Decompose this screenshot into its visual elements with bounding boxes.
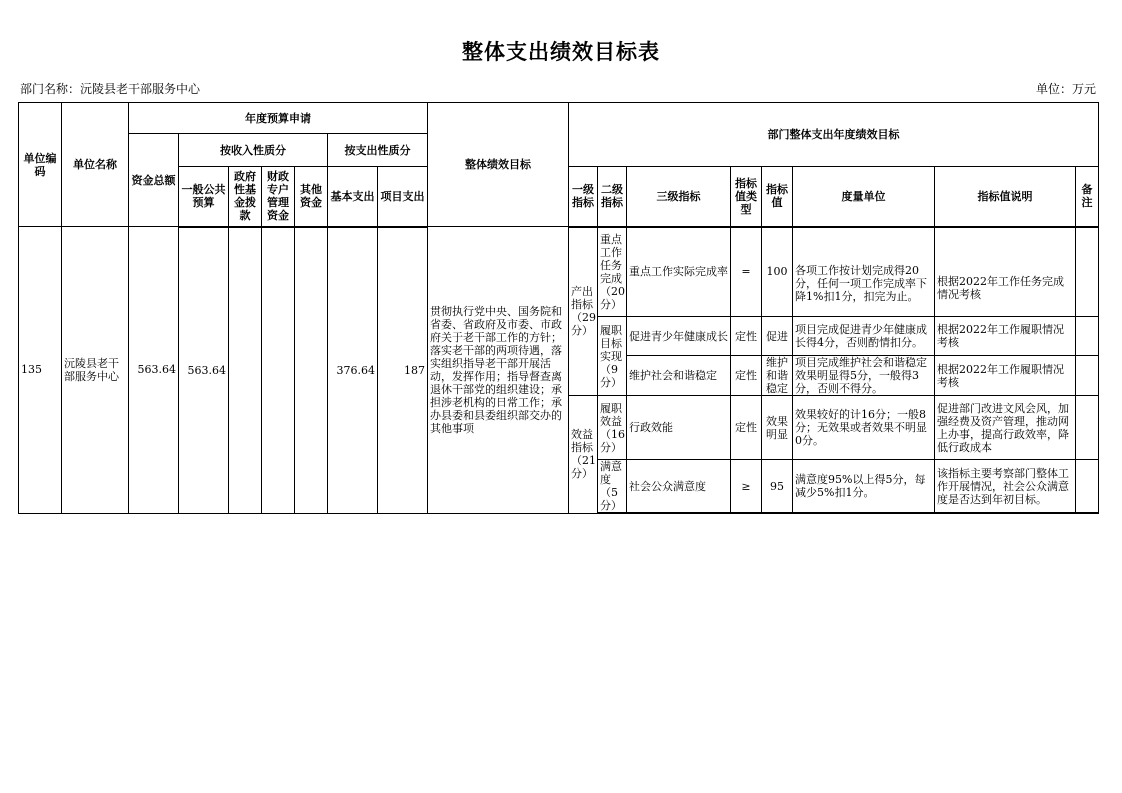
level3-cell: 促进青少年健康成长 [627, 317, 731, 356]
header-level1: 一级指标 [569, 167, 598, 227]
header-annual-budget: 年度预算申请 [129, 103, 428, 134]
department-label: 部门名称：沅陵县老干部服务中心 [20, 82, 201, 96]
header-unit-code: 单位编码 [19, 103, 62, 227]
measure-unit-cell: 满意度95%以上得5分，每减少5%扣1分。 [793, 460, 935, 514]
fiscal-special-cell [262, 227, 295, 514]
remark-cell [1076, 396, 1099, 460]
header-value: 指标值 [762, 167, 793, 227]
level3-cell: 行政效能 [627, 396, 731, 460]
overall-goal-cell: 贯彻执行党中央、国务院和省委、省政府及市委、市政府关于老干部工作的方针；落实老干部的两项待遇，落实组织指导老干部开展活动，发挥作用；指导督查离退休干部党的组织建设；承担涉老机构的日常工作；承办县委和县委组织部交办的其他事项 [428, 227, 569, 514]
header-other-funds: 其他资金 [295, 167, 328, 227]
measure-unit-cell: 各项工作按计划完成得20分，任何一项工作完成率下降1%扣1分，扣完为止。 [793, 227, 935, 317]
header-basic-expense: 基本支出 [328, 167, 378, 227]
value-type-cell: 定性 [731, 356, 762, 396]
measure-unit-cell: 效果较好的计16分；一般8分；无效果或者效果不明显0分。 [793, 396, 935, 460]
level1-output-cell: 产出指标（29分） [569, 227, 598, 396]
header-total-funds: 资金总额 [129, 134, 179, 227]
header-measure-unit: 度量单位 [793, 167, 935, 227]
value-type-cell: = [731, 227, 762, 317]
header-level3: 三级指标 [627, 167, 731, 227]
remark-cell [1076, 227, 1099, 317]
header-by-expense: 按支出性质分 [328, 134, 428, 167]
project-expense-cell: 187 [378, 227, 428, 514]
level3-cell: 社会公众满意度 [627, 460, 731, 514]
level2-cell: 重点工作任务完成（20分） [598, 227, 627, 317]
general-budget-cell: 563.64 [179, 227, 229, 514]
value-desc-cell: 根据2022年工作履职情况考核 [935, 317, 1076, 356]
level2-cell: 满意度（5分） [598, 460, 627, 514]
header-fiscal-special: 财政专户管理资金 [262, 167, 295, 227]
header-value-desc: 指标值说明 [935, 167, 1076, 227]
value-desc-cell: 根据2022年工作任务完成情况考核 [935, 227, 1076, 317]
header-project-expense: 项目支出 [378, 167, 428, 227]
level3-cell: 维护社会和谐稳定 [627, 356, 731, 396]
level2-cell: 履职效益（16分） [598, 396, 627, 460]
other-funds-cell [295, 227, 328, 514]
level3-cell: 重点工作实际完成率 [627, 227, 731, 317]
unit-code-cell: 135 [19, 227, 62, 514]
total-funds-cell: 563.64 [129, 227, 179, 514]
value-cell: 效果明显 [762, 396, 793, 460]
header-overall-goal: 整体绩效目标 [428, 103, 569, 227]
measure-unit-cell: 项目完成维护社会和谐稳定效果明显得5分，一般得3分，否则不得分。 [793, 356, 935, 396]
value-cell: 95 [762, 460, 793, 514]
value-desc-cell: 促进部门改进文风会风，加强经费及资产管理，推动网上办事，提高行政效率，降低行政成本 [935, 396, 1076, 460]
header-remark: 备注 [1076, 167, 1099, 227]
value-desc-cell: 根据2022年工作履职情况考核 [935, 356, 1076, 396]
header-by-income: 按收入性质分 [179, 134, 328, 167]
value-cell: 维护和谐稳定 [762, 356, 793, 396]
value-cell: 促进 [762, 317, 793, 356]
value-type-cell: 定性 [731, 396, 762, 460]
header-gov-fund: 政府性基金拨款 [229, 167, 262, 227]
header-dept-goals: 部门整体支出年度绩效目标 [569, 103, 1099, 167]
unit-name-cell: 沅陵县老干部服务中心 [62, 227, 129, 514]
remark-cell [1076, 317, 1099, 356]
unit-label: 单位：万元 [1035, 82, 1096, 96]
level1-benefit-cell: 效益指标（21分） [569, 396, 598, 514]
gov-fund-cell [229, 227, 262, 514]
value-desc-cell: 该指标主要考察部门整体工作开展情况，社会公众满意度是否达到年初目标。 [935, 460, 1076, 514]
header-value-type: 指标值类型 [731, 167, 762, 227]
header-level2: 二级指标 [598, 167, 627, 227]
value-type-cell: ≥ [731, 460, 762, 514]
remark-cell [1076, 460, 1099, 514]
value-cell: 100 [762, 227, 793, 317]
page-title: 整体支出绩效目标表 [462, 40, 660, 64]
remark-cell [1076, 356, 1099, 396]
measure-unit-cell: 项目完成促进青少年健康成长得4分，否则酌情扣分。 [793, 317, 935, 356]
performance-table [18, 102, 1099, 514]
header-unit-name: 单位名称 [62, 103, 129, 227]
level2-cell: 履职目标实现（9分） [598, 317, 627, 396]
value-type-cell: 定性 [731, 317, 762, 356]
basic-expense-cell: 376.64 [328, 227, 378, 514]
header-general-budget: 一般公共预算 [179, 167, 229, 227]
